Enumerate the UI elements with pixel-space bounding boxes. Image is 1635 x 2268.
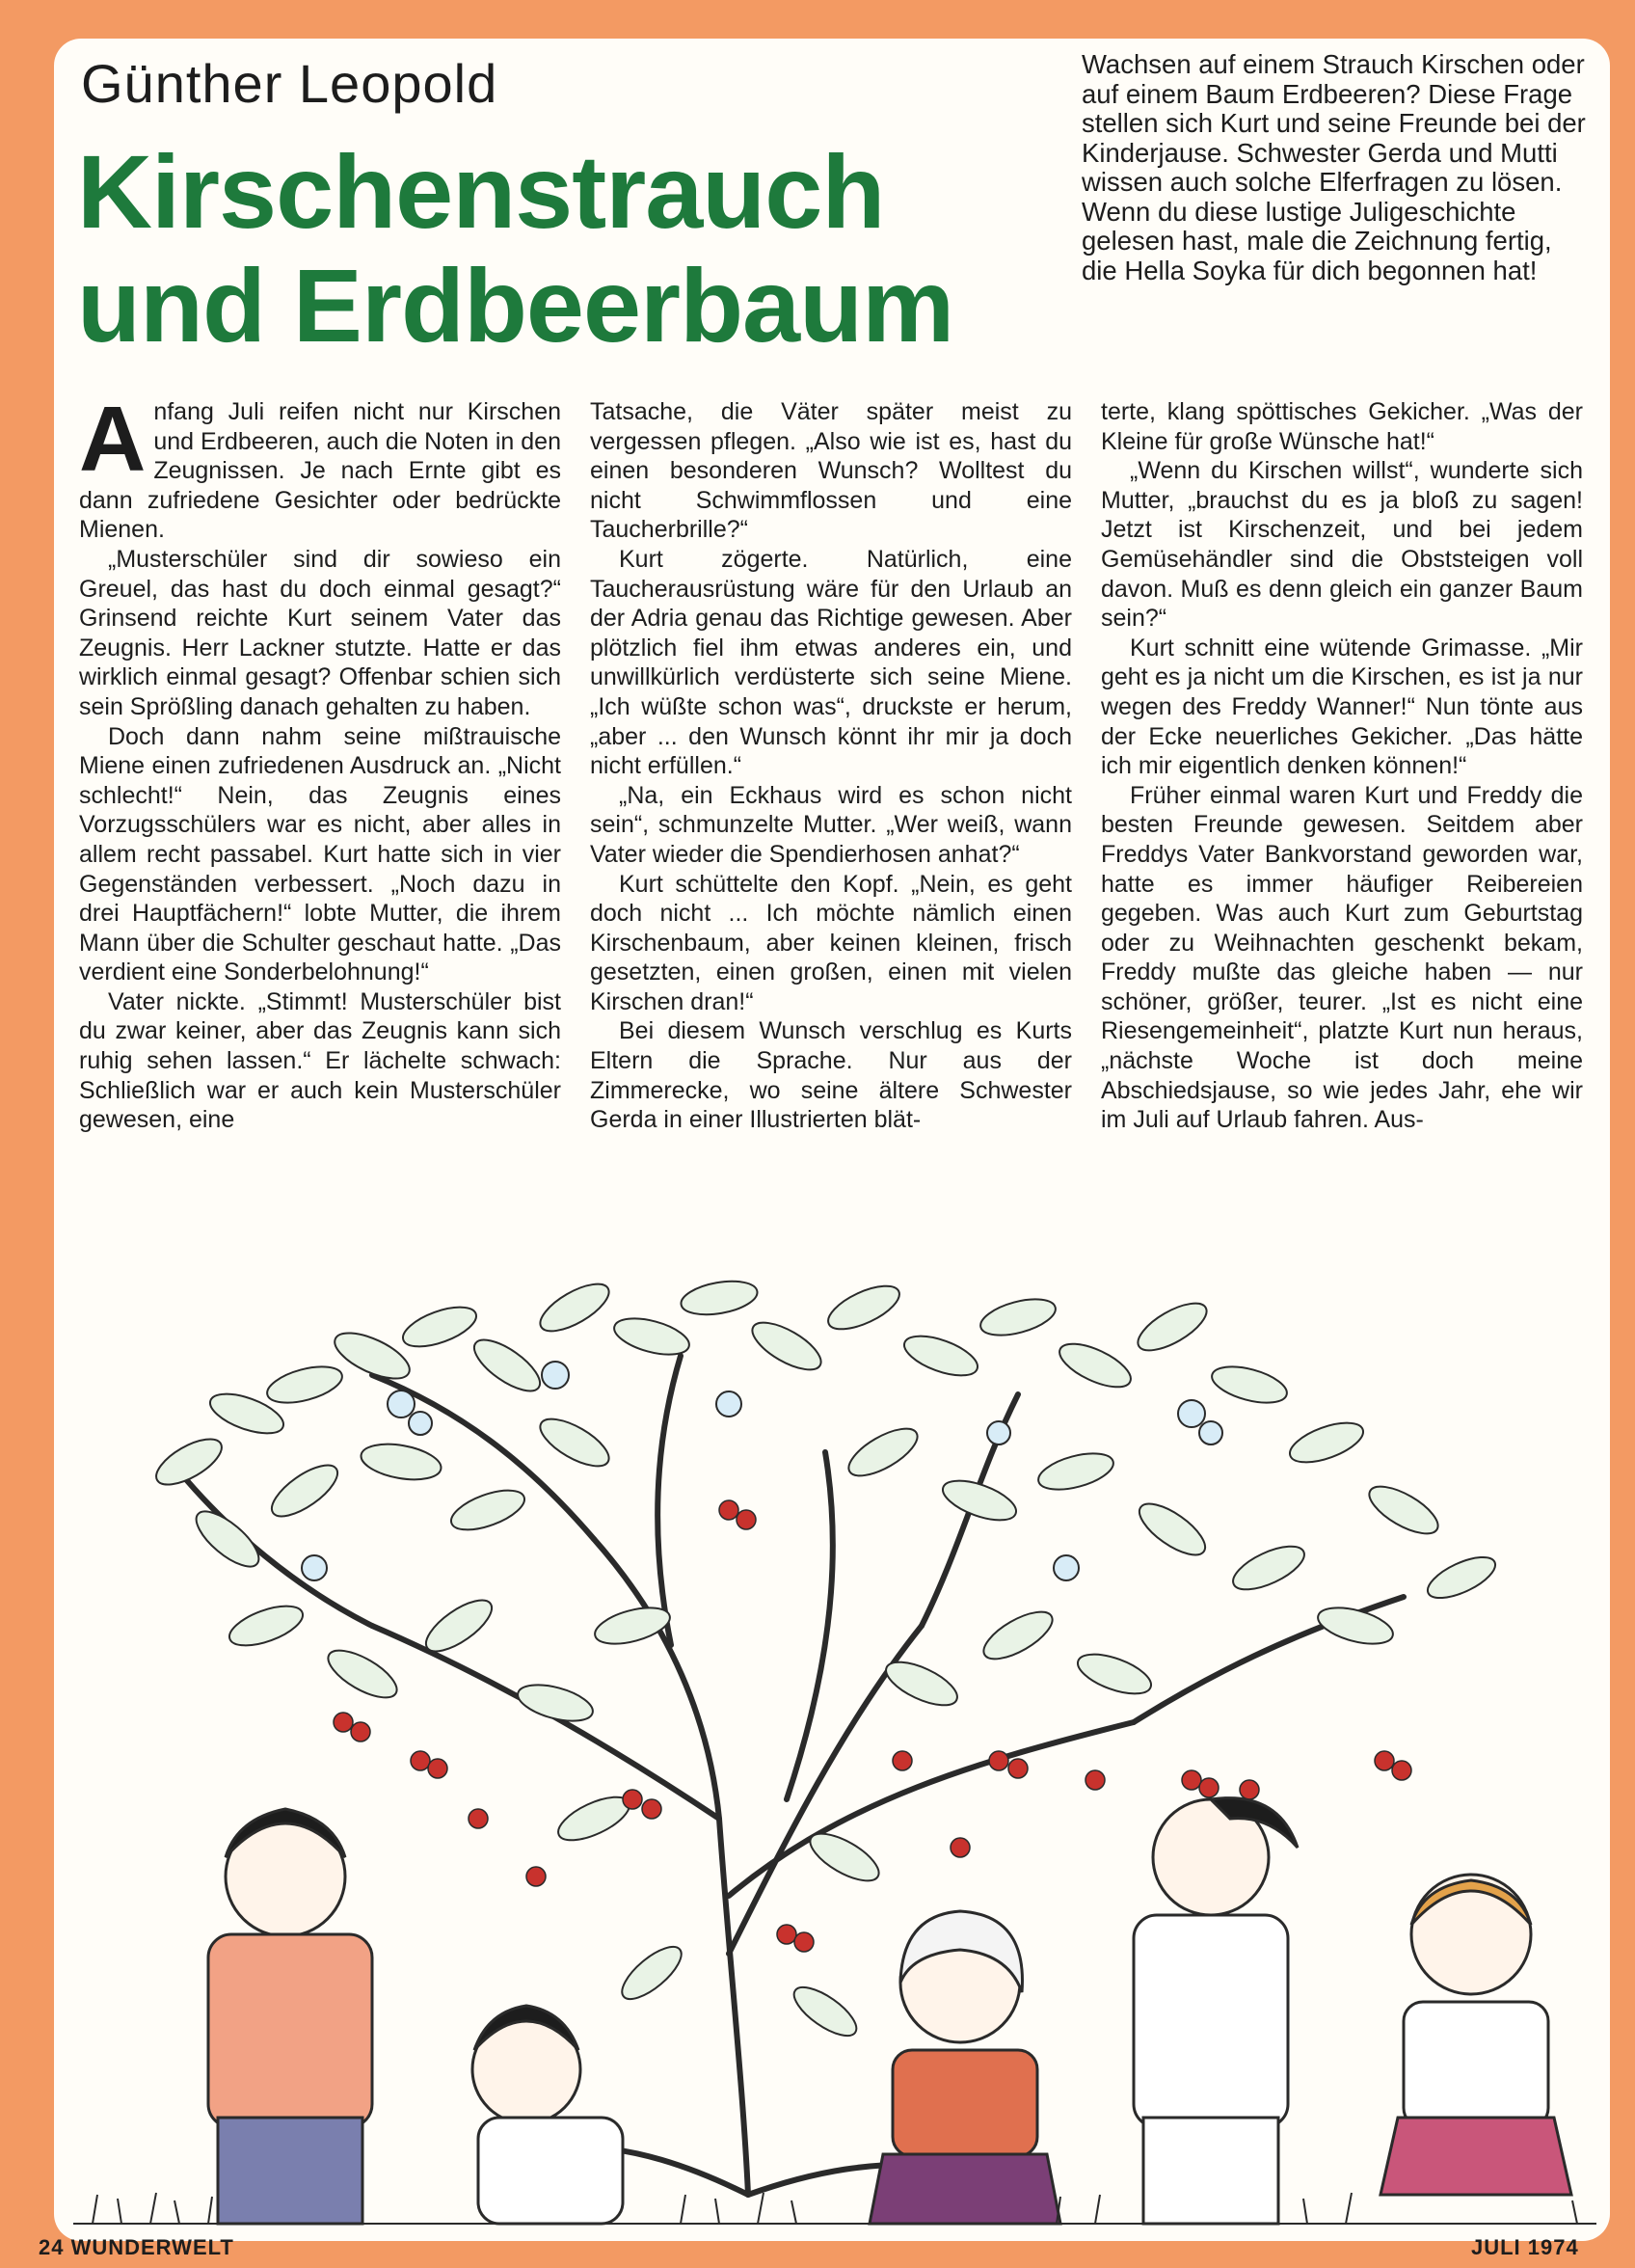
footer-page-label: 24 WUNDERWELT (39, 2235, 234, 2259)
paragraph: Kurt schüttelte den Kopf. „Nein, es geht doch nicht ... Ich möchte nämlich einen Kirschenbaum, aber keinen kleinen, frisch gesetzten, einen großen, einen mit vielen Kirschen dran!“ (590, 870, 1072, 1015)
paragraph: terte, klang spöttisches Gekicher. „Was der Kleine für große Wünsche hat!“ (1101, 398, 1583, 455)
article-title (77, 135, 953, 363)
paragraph-text: nfang Juli reifen nicht nur Kirschen und Erdbeeren, auch die Noten in den Zeugnissen. Je nach Ernte gibt es dann zufriedene Gesichter oder bedrückte Mienen. (79, 398, 561, 544)
intro-text: Wachsen auf einem Strauch Kirschen oder auf einem Baum Erdbeeren? Diese Frage stellen sich Kurt und seine Freunde bei der Kinderjause. Schwester Gerda und Mutti wissen auch solche Elferfragen zu lösen. Wenn du diese lustige Juligeschichte gelesen hast, male die Zeichnung fertig, die Hella Soyka für dich begonnen hat! (1082, 49, 1586, 285)
paragraph (79, 388, 561, 545)
paragraph: „Musterschüler sind dir sowieso ein Greuel, das hast du doch einmal gesagt?“ Grinsend reichte Kurt seinem Vater das Zeugnis. Herr Lackner stutzte. Hatte er das wirklich einmal gesagt? Offenbar schien sich sein Sprößling danach gehalten zu haben. (79, 545, 561, 720)
author-name: Günther Leopold (81, 53, 498, 114)
child-middle (870, 1911, 1060, 2224)
paragraph: Doch dann nahm seine mißtrauische Miene einen zufriedenen Ausdruck an. „Nicht schlecht!“ Nein, das Zeugnis eines Vorzugsschülers war es nicht, aber alles in allem recht passabel. Kurt hatte sich in vier Gegenständen verbessert. „Noch dazu in drei Hauptfächern!“ lobte Mutter, die ihrem Mann über die Schulter geschaut hatte. „Das verdient eine Sonderbelohnung!“ (79, 722, 561, 986)
column-3 (1101, 397, 1583, 1232)
paragraph: Bei diesem Wunsch verschlug es Kurts Eltern die Sprache. Nur aus der Zimmerecke, wo seine ältere Schwester Gerda in einer Illustrierten blät- (590, 1017, 1072, 1134)
magazine-page (54, 39, 1610, 2241)
title-line-1: Kirschenstrauch (77, 133, 885, 250)
paragraph: Kurt zögerte. Natürlich, eine Taucherausrüstung wäre für den Urlaub an der Adria genau das Richtige gewesen. Aber plötzlich fiel ihm etwas anderes ein, und unwillkürlich verdüsterte sich seine Miene. „Ich wüßte schon was“, druckste er herum, „aber ... den Wunsch könnt ihr mir ja doch nicht erfüllen.“ (590, 545, 1072, 780)
cherry-tree-illustration (54, 1221, 1610, 2241)
child-left (208, 1809, 372, 2224)
paragraph: Früher einmal waren Kurt und Freddy die besten Freunde gewesen. Seitdem aber Freddys Vater Bankvorstand geworden war, hatte es immer häufiger Reibereien gegeben. Was auch Kurt zum Geburtstag oder zu Weihnachten geschenkt bekam, Freddy mußte das gleiche haben — nur schöner, größer, teurer. „Ist es nicht eine Riesengemeinheit“, platzte Kurt nun heraus, „nächste Woche ist doch meine Abschiedsjause, so wie jedes Jahr, ehe wir im Juli auf Urlaub fahren. Aus- (1101, 781, 1583, 1134)
paragraph: Kurt schnitt eine wütende Grimasse. „Mir geht es ja nicht um die Kirschen, es ist ja nur wegen des Freddy Wanner!“ Nun tönte aus der Ecke neuerliches Gekicher. „Das hätte ich mir eigentlich denken können!“ (1101, 634, 1583, 780)
paragraph: Tatsache, die Väter später meist zu vergessen pflegen. „Also wie ist es, hast du einen besonderen Wunsch? Wolltest du nicht Schwimmflossen und eine Taucherbrille?“ (590, 398, 1072, 544)
title-line-2: und Erdbeerbaum (77, 247, 954, 364)
paragraph: „Na, ein Eckhaus wird es schon nicht sein“, schmunzelte Mutter. „Wer weiß, wann Vater wieder die Spendierhosen anhat?“ (590, 781, 1072, 868)
child-girl-with-doll (1380, 1875, 1571, 2195)
drop-cap: A (79, 388, 147, 491)
paragraph: „Wenn du Kirschen willst“, wunderte sich Mutter, „brauchst du es ja bloß zu sagen! Jetzt ist Kirschenzeit, und bei jedem Gemüsehändler sind die Obststeigen voll davon. Muß es denn gleich ein ganzer Baum sein?“ (1101, 457, 1583, 633)
column-2 (590, 397, 1072, 1232)
footer-issue-date: JULI 1974 (1471, 2235, 1579, 2259)
column-1 (79, 388, 561, 1232)
paragraph: Vater nickte. „Stimmt! Musterschüler bist du zwar keiner, aber das Zeugnis kann sich ruhig sehen lassen.“ Er lächelte schwach: Schließlich war er auch kein Musterschüler gewesen, eine (79, 987, 561, 1134)
article-columns (79, 388, 1583, 1232)
child-sitting (472, 2006, 623, 2224)
child-reaching (1134, 1798, 1298, 2224)
